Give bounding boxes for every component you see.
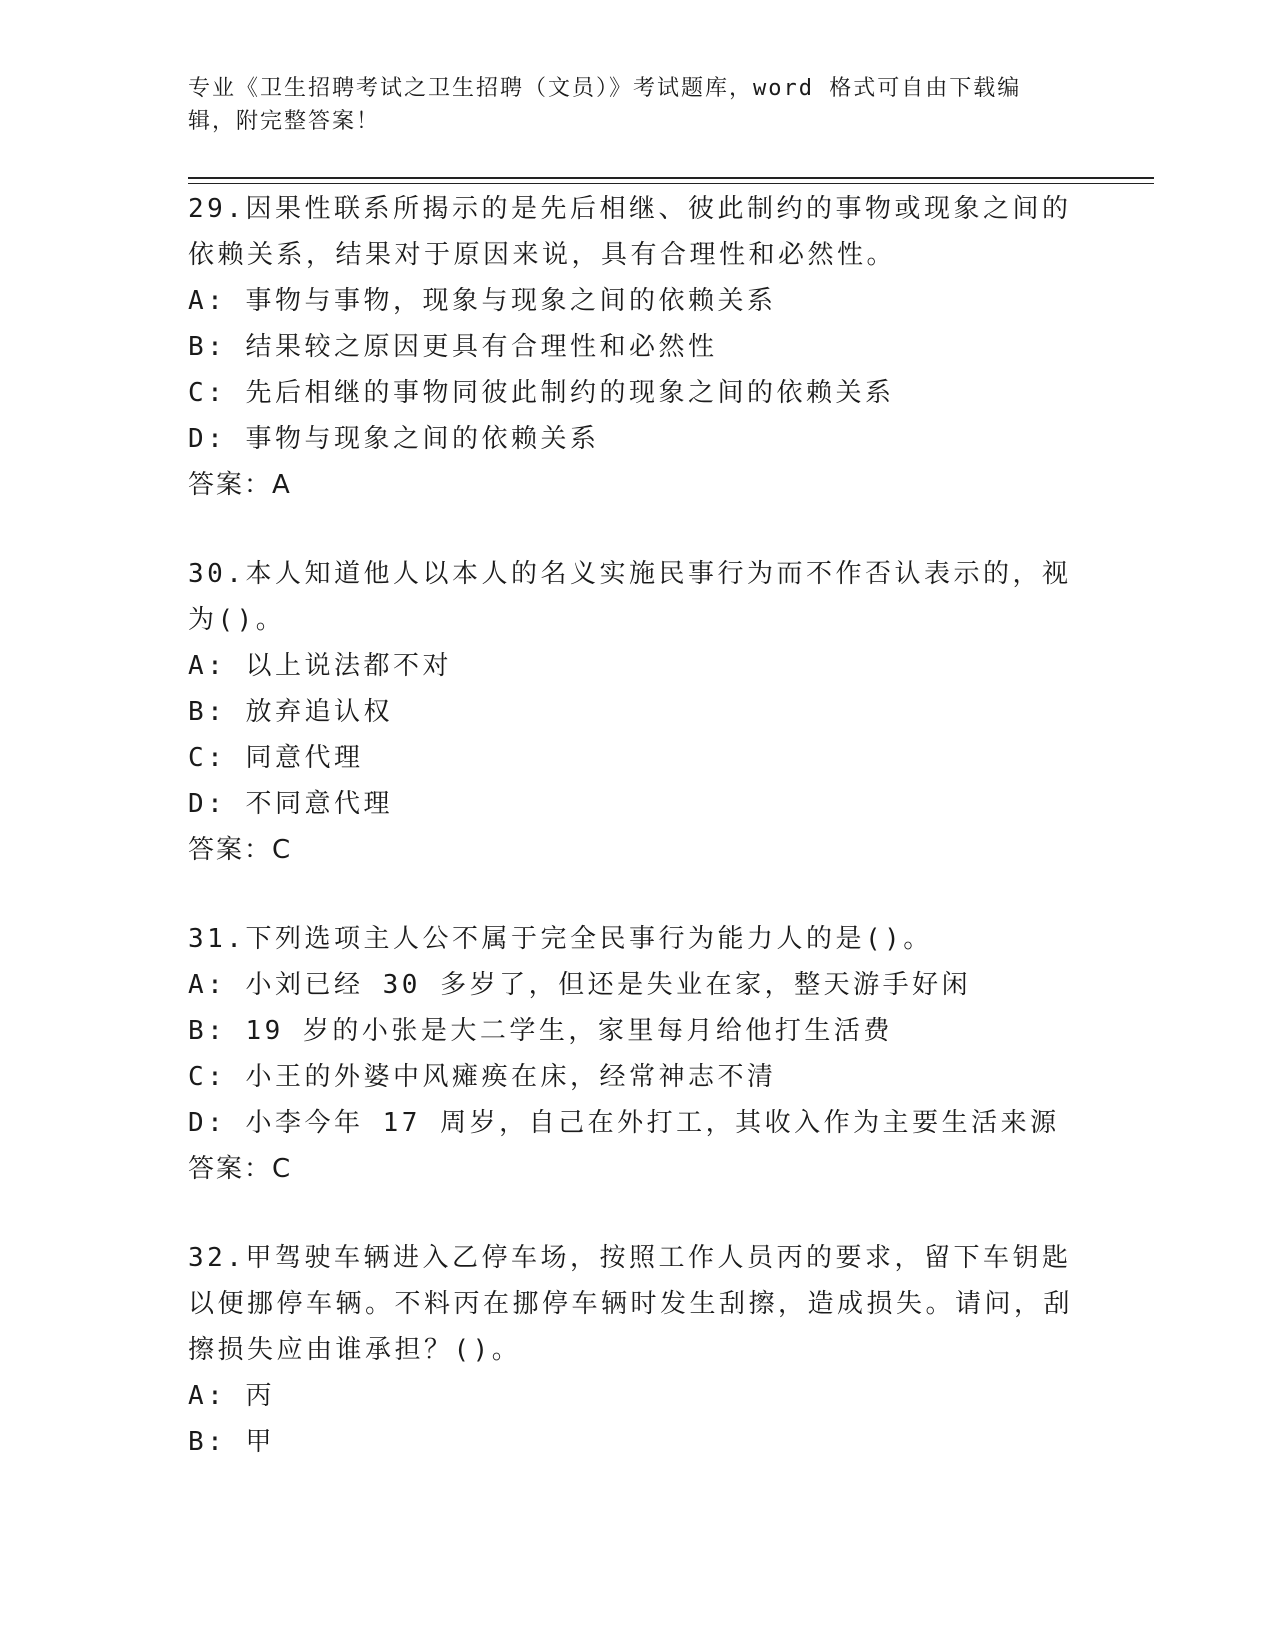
option-a: A: 事物与事物，现象与现象之间的依赖关系 (188, 286, 777, 316)
option-d: D: 事物与现象之间的依赖关系 (188, 424, 600, 454)
option-b: B: 结果较之原因更具有合理性和必然性 (188, 332, 718, 362)
option-b: B: 甲 (188, 1427, 275, 1457)
page-header: 专业《卫生招聘考试之卫生招聘（文员）》考试题库，word 格式可自由下载编辑，附完整答案！ (188, 76, 1022, 134)
answer: 答案：C (188, 835, 293, 865)
option-c: C: 先后相继的事物同彼此制约的现象之间的依赖关系 (188, 378, 895, 408)
option-a: A: 丙 (188, 1381, 275, 1411)
header-divider-thin (188, 183, 1154, 184)
option-a: A: 以上说法都不对 (188, 651, 452, 681)
option-c: C: 小王的外婆中风瘫痪在床，经常神志不清 (188, 1062, 777, 1092)
answer: 答案：C (188, 1154, 293, 1184)
option-d: D: 不同意代理 (188, 789, 393, 819)
question-31 (188, 916, 1088, 1192)
question-stem: 32.甲驾驶车辆进入乙停车场，按照工作人员丙的要求，留下车钥匙以便挪停车辆。不料丙在挪停车辆时发生刮擦，造成损失。请问，刮擦损失应由谁承担？()。 (188, 1243, 1074, 1365)
question-stem: 30.本人知道他人以本人的名义实施民事行为而不作否认表示的，视为()。 (188, 559, 1072, 635)
option-d: D: 小李今年 17 周岁，自己在外打工，其收入作为主要生活来源 (188, 1108, 1060, 1138)
question-32 (188, 1235, 1088, 1465)
question-stem: 29.因果性联系所揭示的是先后相继、彼此制约的事物或现象之间的依赖关系，结果对于原因来说，具有合理性和必然性。 (188, 194, 1072, 270)
option-b: B: 放弃追认权 (188, 697, 393, 727)
question-30 (188, 551, 1088, 873)
question-29 (188, 186, 1088, 508)
option-a: A: 小刘已经 30 多岁了，但还是失业在家，整天游手好闲 (188, 970, 972, 1000)
option-b: B: 19 岁的小张是大二学生，家里每月给他打生活费 (188, 1016, 893, 1046)
header-divider-thick (188, 177, 1154, 179)
option-c: C: 同意代理 (188, 743, 364, 773)
question-stem: 31.下列选项主人公不属于完全民事行为能力人的是()。 (188, 924, 933, 954)
answer: 答案：A (188, 470, 292, 500)
